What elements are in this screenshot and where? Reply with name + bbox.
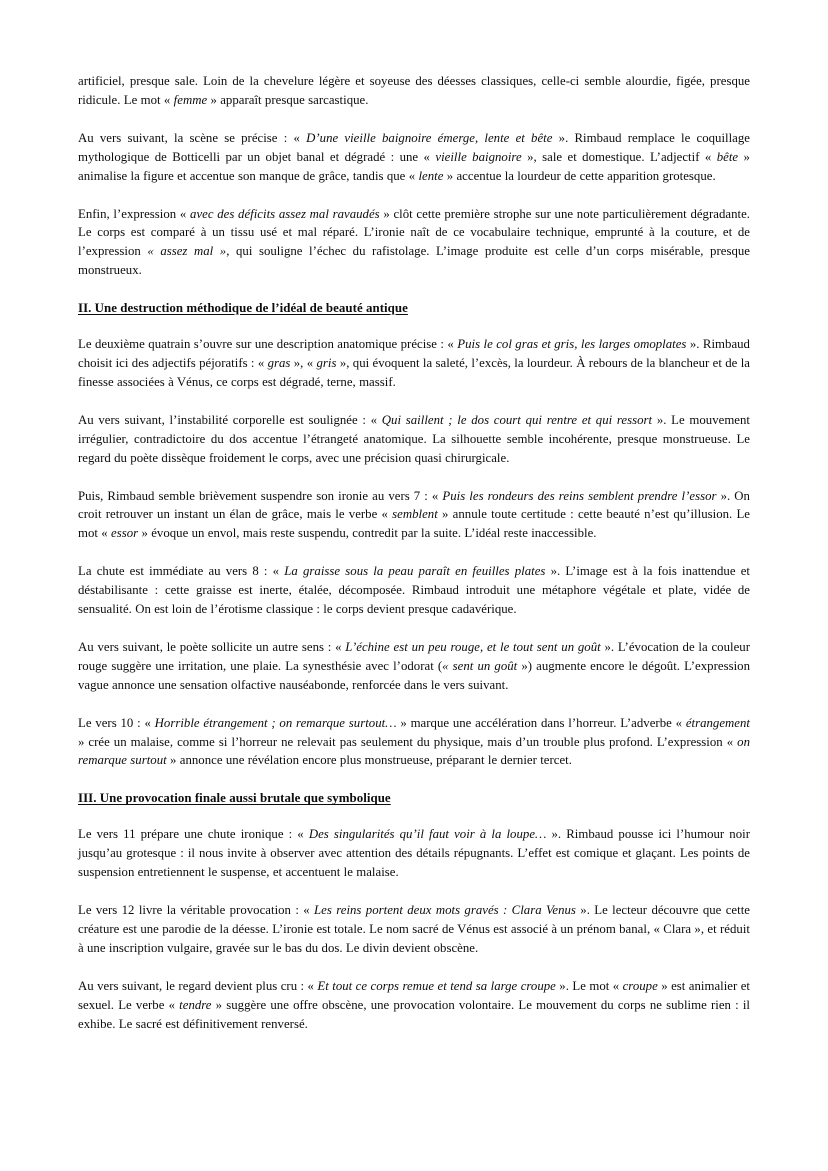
body-text: ». Le lecteur découvre que cette créature est une parodie de la déesse. L’ironie est totale. Le nom sacré de Vénus est associé à un prénom banal, « Clara », et réduit à une inscription vulgaire, gravée sur le bas du dos. Le divin devient obscène.: [78, 903, 750, 955]
quoted-italic-text: Puis le col gras et gris, les larges omoplates: [457, 337, 687, 352]
body-text: ». L’évocation de la couleur rouge suggère une irritation, une plaie. La synesthésie avec l’odorat (: [78, 639, 750, 673]
quoted-italic-text: Et tout ce corps remue et tend sa large croupe: [317, 978, 556, 993]
body-text: » évoque un envol, mais reste suspendu, contredit par la suite. L’idéal reste inaccessible.: [138, 526, 597, 541]
body-text: ») augmente encore le dégoût. L’expression vague annonce une sensation olfactive nauséabonde, renforcée dans le vers suivant.: [78, 658, 750, 692]
body-text: , qui souligne l’échec du rafistolage. L’image produite est celle d’un corps misérable, presque monstrueux.: [78, 244, 750, 278]
paragraph-deuxieme-quatrain: [78, 335, 750, 392]
quoted-italic-text: lente: [418, 168, 444, 183]
body-text: artificiel, presque sale. Loin de la chevelure légère et soyeuse des déesses classiques, celle-ci semble alourdie, figée, presque ridicule. Le mot «: [78, 74, 750, 107]
quoted-italic-text: Les reins portent deux mots gravés : Clara Venus: [314, 903, 576, 917]
paragraph-vers-7-rondeurs: [78, 487, 750, 544]
quoted-italic-text: femme: [173, 92, 208, 107]
body-text: Le vers 11 prépare une chute ironique : «: [78, 827, 309, 842]
quoted-italic-text: Des singularités qu’il faut voir à la loupe…: [308, 827, 547, 842]
body-text: » suggère une offre obscène, une provocation volontaire. Le mouvement du corps ne sublime rien : il exhibe. Le sacré est définitivement renversé.: [78, 997, 750, 1031]
quoted-italic-text: semblent: [392, 507, 438, 522]
paragraph-chevelure-continuation: [78, 72, 750, 110]
quoted-italic-text: croupe: [622, 978, 658, 993]
quoted-italic-text: D’une vieille baignoire émerge, lente et bête: [306, 130, 553, 145]
quoted-italic-text: on remarque surtout: [78, 734, 750, 768]
body-text: Au vers suivant, l’instabilité corporelle est soulignée : «: [78, 412, 382, 427]
body-text: ». On croit retrouver un instant un élan de grâce, mais le verbe «: [78, 488, 750, 522]
quoted-italic-text: La graisse sous la peau paraît en feuilles plates: [284, 564, 546, 579]
paragraph-instabilite-corporelle: [78, 411, 750, 468]
body-text: ». L’image est à la fois inattendue et déstabilisante : cette graisse est inerte, étalée, décomposée. Rimbaud introduit une métaphore végétale et plate, vidée de sensualité. On est loin de l’érotisme classique : le corps devient presque cadavérique.: [78, 564, 750, 617]
body-text: » marque une accélération dans l’horreur. L’adverbe «: [396, 715, 686, 730]
body-text: » accentue la lourdeur de cette apparition grotesque.: [443, 168, 716, 183]
body-text: La chute est immédiate au vers 8 : «: [78, 564, 285, 579]
quoted-italic-text: avec des déficits assez mal ravaudés: [190, 206, 380, 221]
quoted-italic-text: bête: [716, 149, 739, 164]
body-text: » clôt cette première strophe sur une note particulièrement dégradante. Le corps est comparé à un tissu usé et mal réparé. L’ironie naît de ce vocabulaire technique, emprunté à la couture, et de l’expression: [78, 206, 750, 259]
body-text: Le vers 10 : «: [78, 715, 155, 730]
quoted-italic-text: gras: [267, 355, 291, 370]
body-text: ». Rimbaud pousse ici l’humour noir jusqu’au grotesque : il nous invite à observer avec attention des détails répugnants. L’effet est comique et glaçant. Les points de suspension entretiennent le suspense, et accentuent le malaise.: [78, 827, 750, 880]
quoted-italic-text: Puis les rondeurs des reins semblent prendre l’essor: [442, 488, 717, 503]
quoted-italic-text: Horrible étrangement ; on remarque surtout…: [154, 715, 397, 730]
paragraph-echine-rouge: [78, 638, 750, 695]
body-text: Au vers suivant, le regard devient plus cru : «: [78, 978, 318, 993]
body-text: Le vers 12 livre la véritable provocation : «: [78, 903, 315, 917]
body-text: » apparaît presque sarcastique.: [207, 92, 369, 107]
quoted-italic-text: « assez mal »: [147, 244, 227, 259]
body-text: » crée un malaise, comme si l’horreur ne relevait pas seulement du physique, mais d’un trouble plus profond. L’expression «: [78, 734, 738, 749]
body-text: » est animalier et sexuel. Le verbe «: [78, 978, 750, 1012]
body-text: », «: [290, 355, 317, 370]
quoted-italic-text: gris: [316, 355, 337, 370]
paragraph-vers-10-horrible: [78, 714, 750, 771]
body-text: Le deuxième quatrain s’ouvre sur une description anatomique précise : «: [78, 337, 458, 352]
paragraph-vers-8-graisse: [78, 562, 750, 619]
heading-section-iii: III. Une provocation finale aussi brutale que symbolique: [78, 791, 391, 806]
quoted-italic-text: Qui saillent ; le dos court qui rentre et qui ressort: [381, 412, 653, 427]
paragraph-vieille-baignoire: [78, 129, 750, 186]
quoted-italic-text: L’échine est un peu rouge, et le tout sent un goût: [345, 639, 601, 654]
body-text: ». Le mouvement irrégulier, contradictoire du dos accentue l’étrangeté anatomique. La silhouette semble incohérente, presque monstrueuse. Le regard du poète dissèque froidement le corps, avec une précision quasi chirurgicale.: [78, 412, 751, 465]
body-text: ». Rimbaud choisit ici des adjectifs péjoratifs : «: [78, 337, 750, 370]
body-text: », qui évoquent la saleté, l’excès, la lourdeur. À rebours de la blancheur et de la finesse associées à Vénus, ce corps est dégradé, terne, massif.: [78, 355, 750, 389]
body-text: Enfin, l’expression «: [78, 206, 191, 221]
paragraph-large-croupe: [78, 977, 750, 1034]
body-text: Au vers suivant, le poète sollicite un autre sens : «: [78, 639, 346, 654]
paragraph-deficits-ravaudes: [78, 205, 750, 281]
body-text: ». Le mot «: [555, 978, 623, 993]
body-text: Puis, Rimbaud semble brièvement suspendre son ironie au vers 7 : «: [78, 488, 443, 503]
body-text: », sale et domestique. L’adjectif «: [521, 149, 717, 164]
body-text: Au vers suivant, la scène se précise : «: [78, 130, 307, 145]
body-text: » annonce une révélation encore plus monstrueuse, préparant le dernier tercet.: [166, 753, 572, 768]
quoted-italic-text: essor: [111, 526, 139, 541]
quoted-italic-text: vieille baignoire: [435, 149, 522, 164]
body-text: » animalise la figure et accentue son manque de grâce, tandis que «: [78, 149, 750, 183]
quoted-italic-text: étrangement: [685, 715, 750, 730]
quoted-italic-text: « sent un goût: [442, 658, 518, 673]
body-text: » annule toute certitude : cette beauté n’est qu’illusion. Le mot «: [78, 507, 750, 541]
document-body: [78, 72, 750, 1033]
body-text: ». Rimbaud remplace le coquillage mythologique de Botticelli par un objet banal et dégradé : une «: [78, 130, 750, 164]
quoted-italic-text: tendre: [179, 997, 212, 1012]
heading-section-ii: II. Une destruction méthodique de l’idéal de beauté antique: [78, 301, 408, 316]
paragraph-vers-12-clara-venus: [78, 901, 750, 958]
paragraph-vers-11-singularites: [78, 825, 750, 882]
